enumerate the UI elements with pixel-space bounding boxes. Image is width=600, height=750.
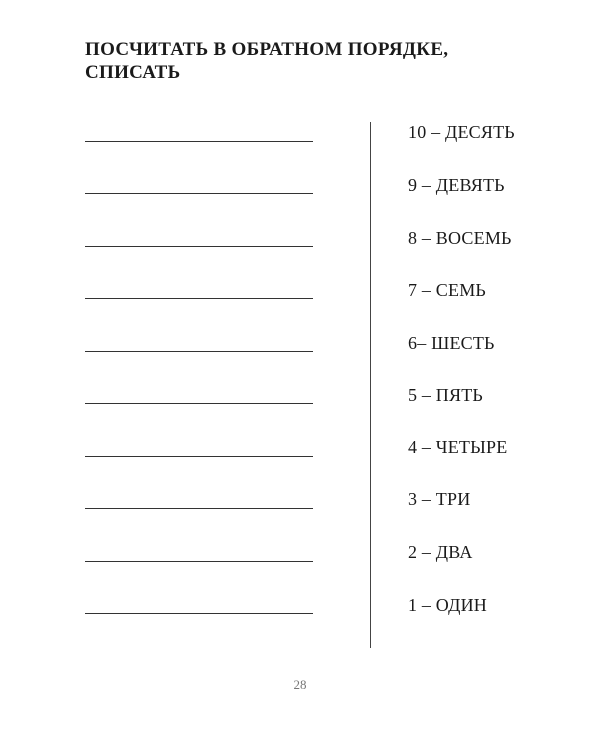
writing-line-10[interactable] (85, 613, 313, 614)
writing-line-2[interactable] (85, 193, 313, 194)
number-word-5: 5 – ПЯТЬ (408, 385, 483, 405)
writing-line-8[interactable] (85, 508, 313, 509)
writing-line-5[interactable] (85, 351, 313, 352)
number-word-9: 9 – ДЕВЯТЬ (408, 175, 505, 195)
writing-line-3[interactable] (85, 246, 313, 247)
writing-line-9[interactable] (85, 561, 313, 562)
number-word-3: 3 – ТРИ (408, 489, 471, 509)
number-word-10: 10 – ДЕСЯТЬ (408, 122, 515, 142)
task-title-line-2: СПИСАТЬ (85, 62, 181, 83)
writing-line-6[interactable] (85, 403, 313, 404)
writing-line-4[interactable] (85, 298, 313, 299)
number-word-4: 4 – ЧЕТЫРЕ (408, 437, 508, 457)
task-title (85, 38, 525, 84)
writing-line-7[interactable] (85, 456, 313, 457)
number-word-7: 7 – СЕМЬ (408, 280, 486, 300)
writing-line-1[interactable] (85, 141, 313, 142)
task-title-line-1: ПОСЧИТАТЬ В ОБРАТНОМ ПОРЯДКЕ, (85, 39, 449, 60)
column-divider (370, 122, 371, 648)
number-word-2: 2 – ДВА (408, 542, 473, 562)
number-word-1: 1 – ОДИН (408, 595, 487, 615)
page-number: 28 (293, 677, 307, 692)
number-word-8: 8 – ВОСЕМЬ (408, 228, 512, 248)
number-word-6: 6– ШЕСТЬ (408, 333, 495, 353)
